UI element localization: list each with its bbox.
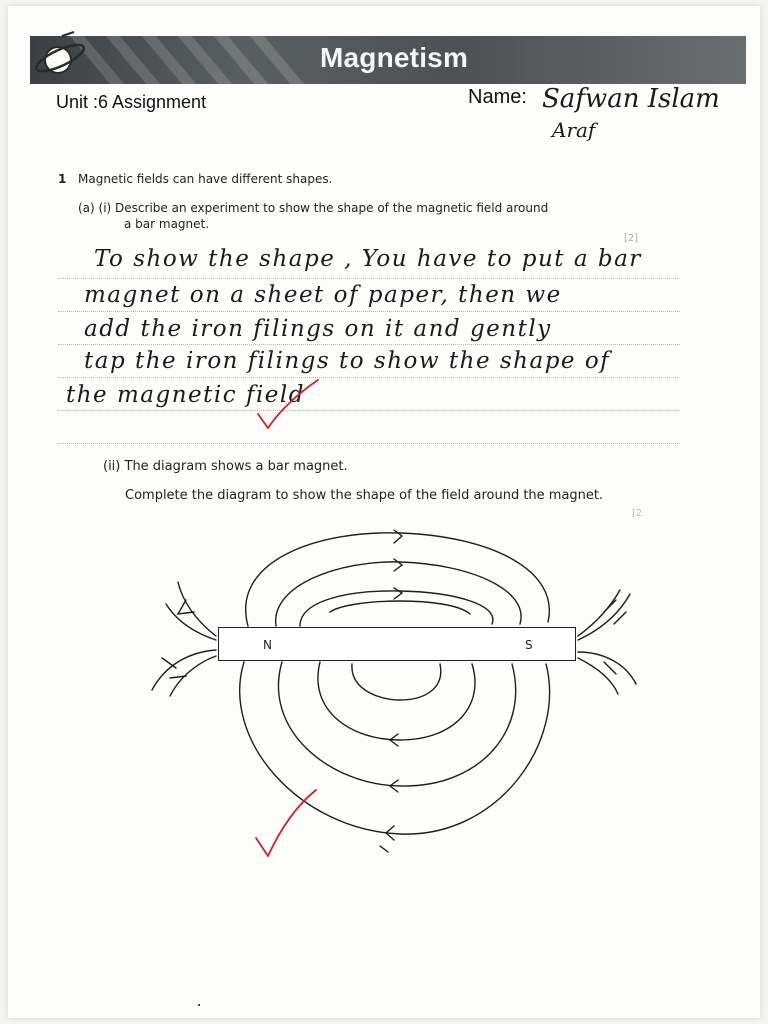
bar-magnet [218,627,576,661]
handwritten-answer-line: tap the iron filings to show the shape of [84,348,611,374]
unit-label: Unit :6 Assignment [56,92,207,112]
marks-label: [2] [624,233,639,244]
question-part-a-ii: (ii) The diagram shows a bar magnet. [103,459,348,474]
page-title: Magnetism [320,42,469,73]
handwritten-answer-line: the magnetic field [66,382,305,408]
south-pole-label: S [525,638,533,652]
marks-label: [2 [632,508,643,519]
north-pole-label: N [263,638,272,652]
page-mark [198,1004,200,1006]
name-label: Name: [468,86,527,108]
handwritten-answer-line: To show the shape , You have to put a bar [94,246,642,272]
handwritten-answer-line: magnet on a sheet of paper, then we [84,282,562,308]
handwritten-answer-line: add the iron filings on it and gently [84,316,552,342]
question-part-a-i-line1: (a) (i) Describe an experiment to show the shape of the magnetic field around [78,201,549,215]
question-number: 1 [58,172,67,186]
student-name: Safwan Islam [542,84,720,114]
question-text: Magnetic fields can have different shapes. [78,172,333,186]
question-part-a-i-line2: a bar magnet. [124,217,210,231]
student-name-line-2: Araf [552,118,596,142]
question-part-a-ii-instruction: Complete the diagram to show the shape of the field around the magnet. [125,488,604,503]
